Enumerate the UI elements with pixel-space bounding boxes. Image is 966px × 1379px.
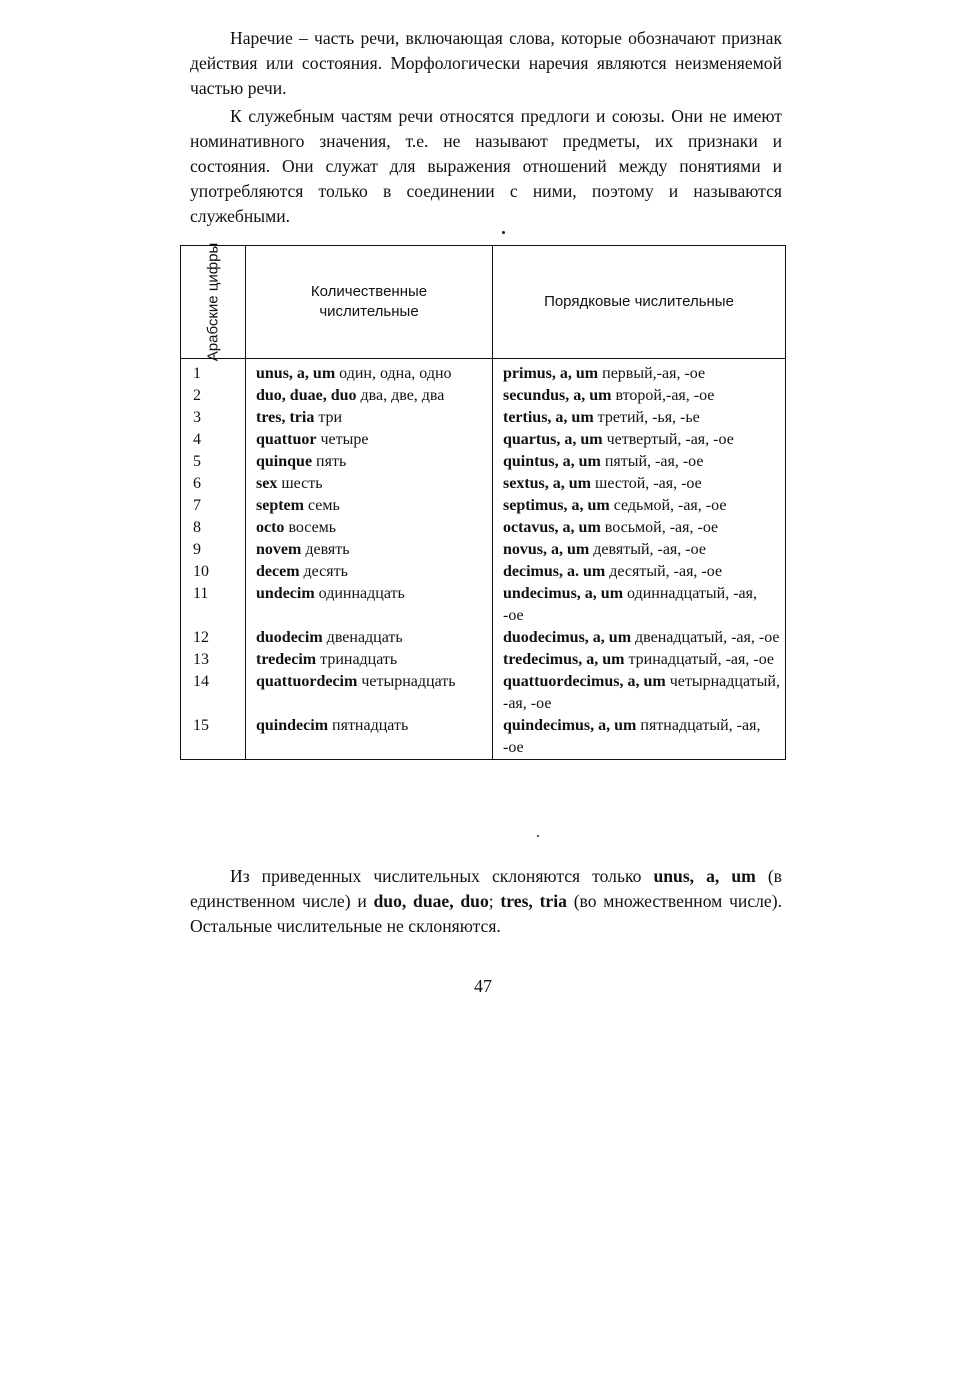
row-arabic-number: 8 bbox=[181, 517, 246, 539]
row-arabic-number: 15 bbox=[181, 715, 246, 760]
table-body bbox=[181, 359, 786, 760]
header-cardinal-label: Количественные числительные bbox=[310, 283, 428, 320]
row-cardinal bbox=[246, 407, 493, 429]
page-number: 47 bbox=[474, 976, 492, 996]
cardinal-latin: duodecim bbox=[256, 629, 323, 646]
row-ordinal bbox=[493, 495, 786, 517]
header-arabic bbox=[181, 242, 246, 362]
row-cardinal bbox=[246, 359, 493, 386]
table-row bbox=[181, 451, 786, 473]
row-ordinal bbox=[493, 715, 786, 760]
ordinal-russian: двенадцатый, -ая, -ое bbox=[635, 629, 780, 646]
row-ordinal bbox=[493, 473, 786, 495]
table-row bbox=[181, 473, 786, 495]
declension-text: (в единственном числе) и bbox=[190, 866, 782, 911]
row-cardinal bbox=[246, 561, 493, 583]
cardinal-russian: одиннадцать bbox=[318, 585, 405, 602]
cardinal-latin: duo, duae, duo bbox=[256, 387, 357, 404]
row-arabic-number: 4 bbox=[181, 429, 246, 451]
row-cardinal bbox=[246, 495, 493, 517]
ordinal-latin: septimus, a, um bbox=[503, 497, 610, 514]
row-cardinal bbox=[246, 429, 493, 451]
cardinal-russian: тринадцать bbox=[320, 651, 398, 668]
cardinal-russian: четыре bbox=[320, 431, 369, 448]
table-row bbox=[181, 495, 786, 517]
ordinal-latin: primus, a, um bbox=[503, 365, 599, 382]
cardinal-latin: tres, tria bbox=[256, 409, 315, 426]
table-row bbox=[181, 359, 786, 386]
row-ordinal bbox=[493, 451, 786, 473]
table-row bbox=[181, 429, 786, 451]
table-row bbox=[181, 561, 786, 583]
row-arabic-number: 5 bbox=[181, 451, 246, 473]
row-cardinal bbox=[246, 715, 493, 760]
numerals-table bbox=[180, 242, 786, 760]
ordinal-russian: девятый, -ая, -ое bbox=[593, 541, 706, 558]
ordinal-russian: пятнадцатый, -ая, -ое bbox=[503, 717, 761, 756]
ordinal-latin: quartus, a, um bbox=[503, 431, 603, 448]
row-ordinal bbox=[493, 517, 786, 539]
row-cardinal bbox=[246, 473, 493, 495]
row-ordinal bbox=[493, 649, 786, 671]
header-arabic-label: Арабские цифры bbox=[204, 242, 222, 362]
cardinal-latin: octo bbox=[256, 519, 285, 536]
ordinal-russian: восьмой, -ая, -ое bbox=[604, 519, 719, 536]
paragraph-declension bbox=[190, 864, 782, 939]
row-arabic-number: 3 bbox=[181, 407, 246, 429]
ordinal-russian: одиннадцатый, -ая, -ое bbox=[503, 585, 757, 624]
ordinal-latin: quintus, a, um bbox=[503, 453, 601, 470]
declension-text: (во множественном числе). Остальные числительные не склоняются. bbox=[190, 891, 782, 936]
declension-latin: duo, duae, duo bbox=[373, 891, 489, 911]
ordinal-russian: первый,-ая, -ое bbox=[602, 365, 706, 382]
ordinal-russian: десятый, -ая, -ое bbox=[609, 563, 723, 580]
cardinal-latin: quindecim bbox=[256, 717, 329, 734]
row-arabic-number: 11 bbox=[181, 583, 246, 627]
table-row bbox=[181, 517, 786, 539]
row-arabic-number: 6 bbox=[181, 473, 246, 495]
table-row bbox=[181, 407, 786, 429]
declension-latin: tres, tria bbox=[500, 891, 567, 911]
cardinal-latin: undecim bbox=[256, 585, 315, 602]
row-ordinal bbox=[493, 539, 786, 561]
row-ordinal bbox=[493, 359, 786, 386]
cardinal-russian: семь bbox=[307, 497, 340, 514]
table-row bbox=[181, 385, 786, 407]
ordinal-latin: octavus, a, um bbox=[503, 519, 601, 536]
row-ordinal bbox=[493, 429, 786, 451]
ordinal-latin: sextus, a, um bbox=[503, 475, 592, 492]
row-cardinal bbox=[246, 451, 493, 473]
row-arabic-number: 1 bbox=[181, 359, 246, 386]
scan-speck bbox=[537, 835, 539, 837]
table-row bbox=[181, 671, 786, 715]
ordinal-latin: duodecimus, a, um bbox=[503, 629, 632, 646]
cardinal-russian: двенадцать bbox=[326, 629, 403, 646]
header-ordinal-label: Порядковые числительные bbox=[544, 293, 734, 310]
row-ordinal bbox=[493, 583, 786, 627]
row-ordinal bbox=[493, 561, 786, 583]
scan-speck bbox=[502, 231, 505, 234]
table-row bbox=[181, 627, 786, 649]
cardinal-latin: sex bbox=[256, 475, 278, 492]
row-arabic-number: 14 bbox=[181, 671, 246, 715]
table-row bbox=[181, 583, 786, 627]
header-ordinal bbox=[493, 246, 786, 359]
row-ordinal bbox=[493, 671, 786, 715]
cardinal-russian: два, две, два bbox=[360, 387, 445, 404]
ordinal-russian: седьмой, -ая, -ое bbox=[613, 497, 727, 514]
table-row bbox=[181, 715, 786, 760]
cardinal-latin: decem bbox=[256, 563, 300, 580]
cardinal-latin: septem bbox=[256, 497, 304, 514]
cardinal-latin: novem bbox=[256, 541, 302, 558]
declension-text: ; bbox=[488, 891, 501, 911]
ordinal-russian: четырнадцатый, -ая, -ое bbox=[503, 673, 780, 712]
cardinal-russian: один, одна, одно bbox=[339, 365, 452, 382]
cardinal-russian: восемь bbox=[288, 519, 337, 536]
row-cardinal bbox=[246, 627, 493, 649]
cardinal-latin: tredecim bbox=[256, 651, 317, 668]
declension-latin: unus, a, um bbox=[653, 866, 756, 886]
ordinal-russian: пятый, -ая, -ое bbox=[604, 453, 704, 470]
row-cardinal bbox=[246, 671, 493, 715]
ordinal-latin: novus, a, um bbox=[503, 541, 590, 558]
ordinal-latin: undecimus, a, um bbox=[503, 585, 624, 602]
row-cardinal bbox=[246, 385, 493, 407]
ordinal-latin: tredecimus, a, um bbox=[503, 651, 625, 668]
row-arabic-number: 2 bbox=[181, 385, 246, 407]
cardinal-russian: три bbox=[318, 409, 343, 426]
paragraph-function-words: К служебным частям речи относятся предлоги и союзы. Они не имеют номинативного значения, т.е. не называют предметы, их признаки и состояния. Они служат для выражения отношений между понятиями и употребляются только в соединении с ними, поэтому и называются служебными. bbox=[190, 106, 782, 226]
cardinal-latin: quattuordecim bbox=[256, 673, 358, 690]
row-ordinal bbox=[493, 407, 786, 429]
ordinal-latin: quindecimus, a, um bbox=[503, 717, 637, 734]
cardinal-russian: десять bbox=[303, 563, 348, 580]
row-cardinal bbox=[246, 517, 493, 539]
ordinal-latin: tertius, a, um bbox=[503, 409, 594, 426]
ordinal-russian: тринадцатый, -ая, -ое bbox=[628, 651, 774, 668]
ordinal-russian: шестой, -ая, -ое bbox=[595, 475, 702, 492]
paragraph-adverb: Наречие – часть речи, включающая слова, которые обозначают признак действия или состояния. Морфологически наречия являются неизменяемой частью речи. bbox=[190, 28, 782, 98]
ordinal-russian: третий, -ья, -ье bbox=[597, 409, 700, 426]
row-arabic-number: 10 bbox=[181, 561, 246, 583]
table-header-row bbox=[181, 246, 786, 359]
row-arabic-number: 12 bbox=[181, 627, 246, 649]
cardinal-russian: пять bbox=[316, 453, 347, 470]
ordinal-latin: secundus, a, um bbox=[503, 387, 612, 404]
declension-text: Из приведенных числительных склоняются только bbox=[230, 866, 654, 886]
row-arabic-number: 13 bbox=[181, 649, 246, 671]
table-row bbox=[181, 539, 786, 561]
ordinal-russian: четвертый, -ая, -ое bbox=[606, 431, 734, 448]
cardinal-russian: четырнадцать bbox=[361, 673, 456, 690]
row-arabic-number: 7 bbox=[181, 495, 246, 517]
row-ordinal bbox=[493, 385, 786, 407]
cardinal-latin: unus, a, um bbox=[256, 365, 336, 382]
cardinal-latin: quattuor bbox=[256, 431, 317, 448]
row-cardinal bbox=[246, 649, 493, 671]
row-cardinal bbox=[246, 539, 493, 561]
row-cardinal bbox=[246, 583, 493, 627]
cardinal-russian: девять bbox=[305, 541, 350, 558]
ordinal-russian: второй,-ая, -ое bbox=[615, 387, 715, 404]
cardinal-russian: шесть bbox=[281, 475, 323, 492]
ordinal-latin: decimus, a. um bbox=[503, 563, 606, 580]
row-ordinal bbox=[493, 627, 786, 649]
row-arabic-number: 9 bbox=[181, 539, 246, 561]
table-row bbox=[181, 649, 786, 671]
header-cardinal bbox=[246, 246, 493, 359]
cardinal-latin: quinque bbox=[256, 453, 313, 470]
ordinal-latin: quattuordecimus, a, um bbox=[503, 673, 666, 690]
cardinal-russian: пятнадцать bbox=[332, 717, 409, 734]
